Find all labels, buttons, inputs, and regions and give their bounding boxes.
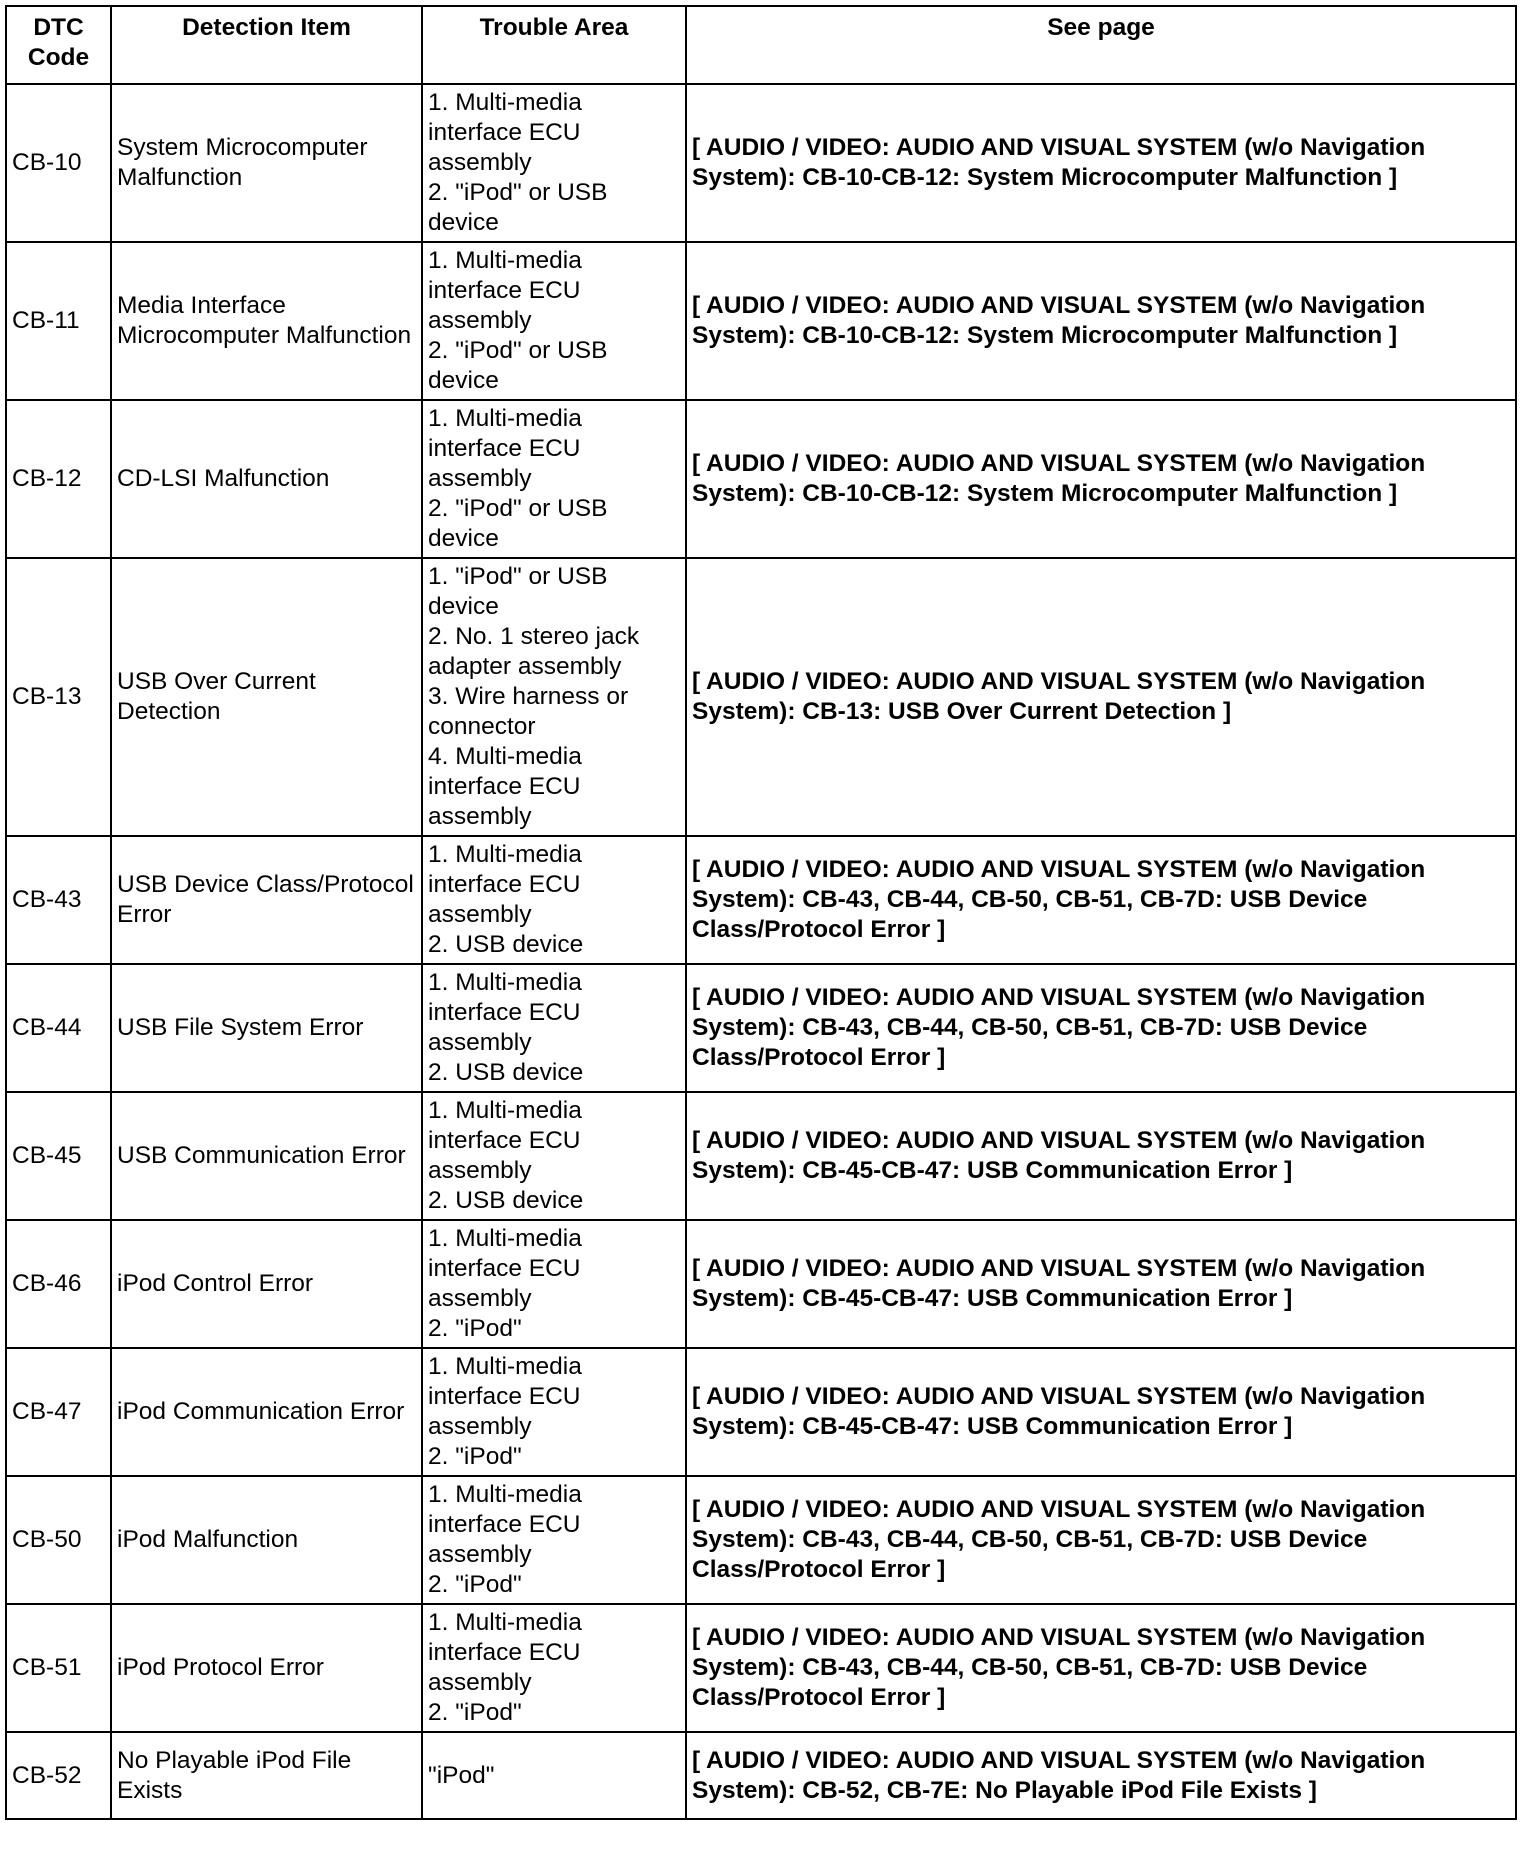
table-header-row xyxy=(6,6,1516,84)
trouble-area-cell: 1. Multi-media interface ECU assembly 2. "iPod" xyxy=(422,1348,686,1476)
detection-item-cell: iPod Malfunction xyxy=(111,1476,422,1604)
header-detection-item: Detection Item xyxy=(111,6,422,84)
dtc-table xyxy=(5,5,1517,1820)
dtc-code-cell: CB-51 xyxy=(6,1604,111,1732)
detection-item-cell: No Playable iPod File Exists xyxy=(111,1732,422,1819)
see-page-link[interactable]: [ AUDIO / VIDEO: AUDIO AND VISUAL SYSTEM (w/o Navigation System): CB-10-CB-12: System Microcomputer Malfunction ] xyxy=(686,400,1516,558)
table-row xyxy=(6,1348,1516,1476)
see-page-link[interactable]: [ AUDIO / VIDEO: AUDIO AND VISUAL SYSTEM (w/o Navigation System): CB-10-CB-12: System Microcomputer Malfunction ] xyxy=(686,84,1516,242)
trouble-area-cell: 1. Multi-media interface ECU assembly 2. "iPod" or USB device xyxy=(422,84,686,242)
dtc-code-cell: CB-10 xyxy=(6,84,111,242)
trouble-area-cell: 1. Multi-media interface ECU assembly 2. USB device xyxy=(422,1092,686,1220)
table-row xyxy=(6,242,1516,400)
table-row xyxy=(6,1476,1516,1604)
see-page-link[interactable]: [ AUDIO / VIDEO: AUDIO AND VISUAL SYSTEM (w/o Navigation System): CB-13: USB Over Current Detection ] xyxy=(686,558,1516,836)
see-page-link[interactable]: [ AUDIO / VIDEO: AUDIO AND VISUAL SYSTEM (w/o Navigation System): CB-45-CB-47: USB Communication Error ] xyxy=(686,1092,1516,1220)
dtc-code-cell: CB-12 xyxy=(6,400,111,558)
header-see-page: See page xyxy=(686,6,1516,84)
dtc-code-cell: CB-13 xyxy=(6,558,111,836)
table-row xyxy=(6,1092,1516,1220)
detection-item-cell: iPod Control Error xyxy=(111,1220,422,1348)
detection-item-cell: CD-LSI Malfunction xyxy=(111,400,422,558)
see-page-link[interactable]: [ AUDIO / VIDEO: AUDIO AND VISUAL SYSTEM (w/o Navigation System): CB-43, CB-44, CB-50, CB-51, CB-7D: USB Device Class/Protocol Error ] xyxy=(686,1604,1516,1732)
dtc-table-sheet xyxy=(5,5,1515,1849)
trouble-area-cell: 1. Multi-media interface ECU assembly 2. USB device xyxy=(422,836,686,964)
trouble-area-cell: 1. Multi-media interface ECU assembly 2. "iPod" xyxy=(422,1476,686,1604)
detection-item-cell: Media Interface Microcomputer Malfunction xyxy=(111,242,422,400)
trouble-area-cell: "iPod" xyxy=(422,1732,686,1819)
table-row xyxy=(6,558,1516,836)
table-row xyxy=(6,84,1516,242)
detection-item-cell: USB Communication Error xyxy=(111,1092,422,1220)
dtc-code-cell: CB-43 xyxy=(6,836,111,964)
see-page-link[interactable]: [ AUDIO / VIDEO: AUDIO AND VISUAL SYSTEM (w/o Navigation System): CB-10-CB-12: System Microcomputer Malfunction ] xyxy=(686,242,1516,400)
dtc-code-cell: CB-52 xyxy=(6,1732,111,1819)
see-page-link[interactable]: [ AUDIO / VIDEO: AUDIO AND VISUAL SYSTEM (w/o Navigation System): CB-43, CB-44, CB-50, CB-51, CB-7D: USB Device Class/Protocol Error ] xyxy=(686,964,1516,1092)
table-row xyxy=(6,1220,1516,1348)
dtc-code-cell: CB-11 xyxy=(6,242,111,400)
trouble-area-cell: 1. Multi-media interface ECU assembly 2. "iPod" or USB device xyxy=(422,400,686,558)
table-row xyxy=(6,1732,1516,1819)
see-page-link[interactable]: [ AUDIO / VIDEO: AUDIO AND VISUAL SYSTEM (w/o Navigation System): CB-52, CB-7E: No Playable iPod File Exists ] xyxy=(686,1732,1516,1819)
dtc-code-cell: CB-45 xyxy=(6,1092,111,1220)
dtc-code-cell: CB-46 xyxy=(6,1220,111,1348)
table-row xyxy=(6,1604,1516,1732)
dtc-code-cell: CB-50 xyxy=(6,1476,111,1604)
detection-item-cell: USB Device Class/Protocol Error xyxy=(111,836,422,964)
see-page-link[interactable]: [ AUDIO / VIDEO: AUDIO AND VISUAL SYSTEM (w/o Navigation System): CB-45-CB-47: USB Communication Error ] xyxy=(686,1220,1516,1348)
detection-item-cell: System Microcomputer Malfunction xyxy=(111,84,422,242)
table-row xyxy=(6,400,1516,558)
trouble-area-cell: 1. Multi-media interface ECU assembly 2. USB device xyxy=(422,964,686,1092)
header-trouble-area: Trouble Area xyxy=(422,6,686,84)
trouble-area-cell: 1. Multi-media interface ECU assembly 2. "iPod" or USB device xyxy=(422,242,686,400)
see-page-link[interactable]: [ AUDIO / VIDEO: AUDIO AND VISUAL SYSTEM (w/o Navigation System): CB-43, CB-44, CB-50, CB-51, CB-7D: USB Device Class/Protocol Error ] xyxy=(686,1476,1516,1604)
detection-item-cell: USB File System Error xyxy=(111,964,422,1092)
trouble-area-cell: 1. Multi-media interface ECU assembly 2. "iPod" xyxy=(422,1220,686,1348)
header-dtc-code: DTC Code xyxy=(6,6,111,84)
detection-item-cell: iPod Protocol Error xyxy=(111,1604,422,1732)
trouble-area-cell: 1. "iPod" or USB device 2. No. 1 stereo jack adapter assembly 3. Wire harness or connector 4. Multi-media interface ECU assembly xyxy=(422,558,686,836)
trouble-area-cell: 1. Multi-media interface ECU assembly 2. "iPod" xyxy=(422,1604,686,1732)
dtc-code-cell: CB-44 xyxy=(6,964,111,1092)
detection-item-cell: USB Over Current Detection xyxy=(111,558,422,836)
detection-item-cell: iPod Communication Error xyxy=(111,1348,422,1476)
table-row xyxy=(6,964,1516,1092)
see-page-link[interactable]: [ AUDIO / VIDEO: AUDIO AND VISUAL SYSTEM (w/o Navigation System): CB-45-CB-47: USB Communication Error ] xyxy=(686,1348,1516,1476)
dtc-code-cell: CB-47 xyxy=(6,1348,111,1476)
table-row xyxy=(6,836,1516,964)
table-body xyxy=(6,84,1516,1819)
see-page-link[interactable]: [ AUDIO / VIDEO: AUDIO AND VISUAL SYSTEM (w/o Navigation System): CB-43, CB-44, CB-50, CB-51, CB-7D: USB Device Class/Protocol Error ] xyxy=(686,836,1516,964)
